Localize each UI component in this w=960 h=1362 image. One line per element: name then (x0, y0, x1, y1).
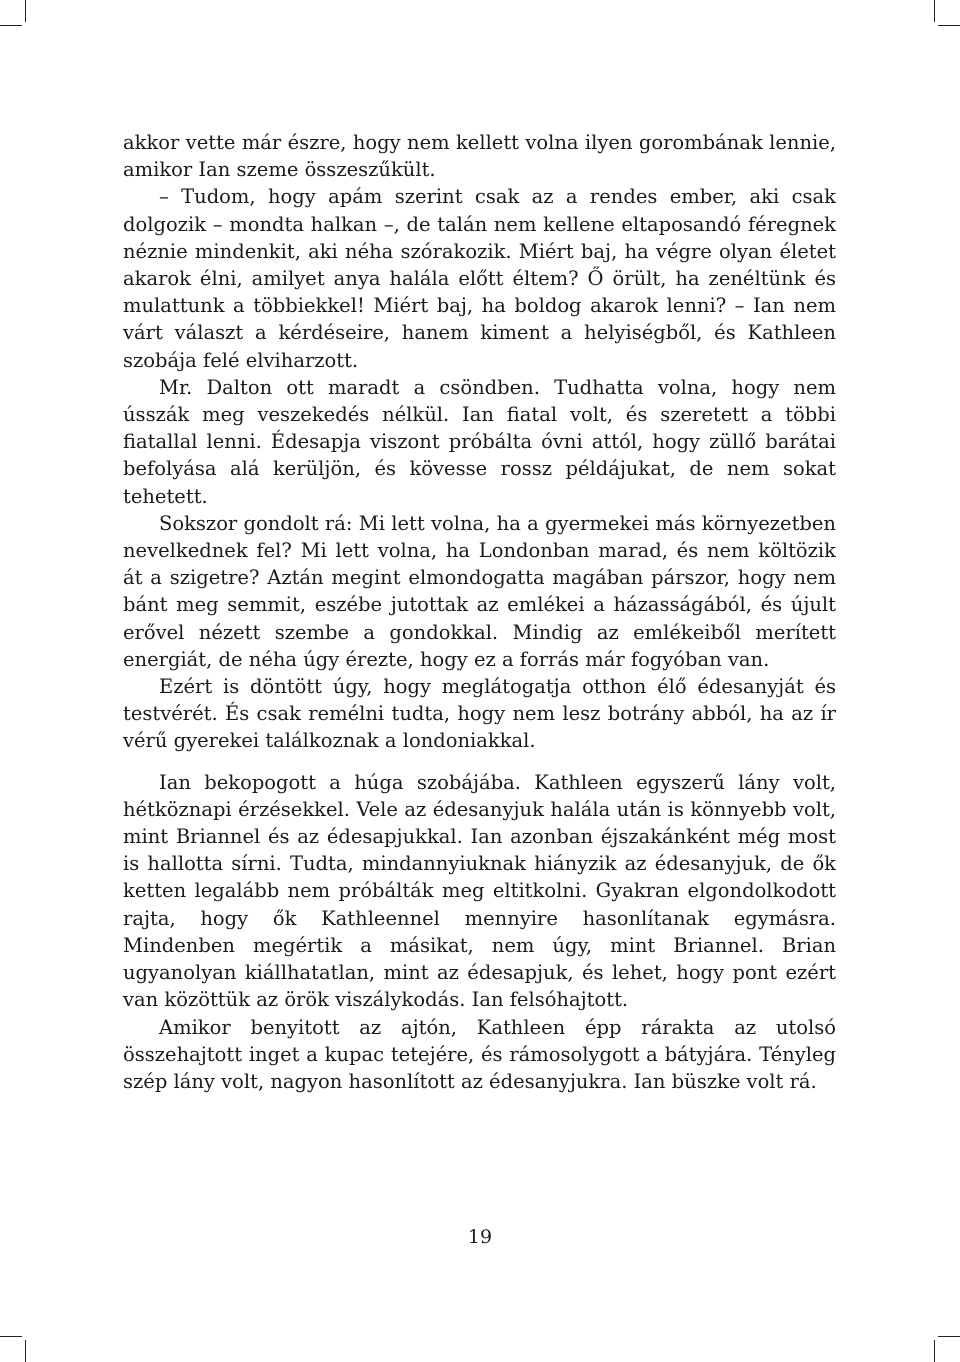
crop-mark-bottom-left-horizontal (0, 1336, 22, 1337)
paragraph-6: Ian bekopogott a húga szobájába. Kathleen egyszerű lány volt, hétköznapi érzésekkel. Vele az édesanyjuk halála után is könnyebb volt, mint Briannel és az édesapjukkal. Ian azonban éjszakánként még most is hallotta sírni. Tudta, mindannyiuknak hiányzik az édesanyjuk, de ők ketten legalább nem próbálták meg eltitkolni. Gyakran elgondolkodott rajta, hogy ők Kathleennel mennyire hasonlítanak egymásra. Mindenben megértik a másikat, nem úgy, mint Briannel. Brian ugyanolyan kiállhatatlan, mint az édesapjuk, és lehet, hogy pont ezért van közöttük az örök viszálykodás. Ian felsóhajtott. (123, 770, 836, 1012)
paragraph-4: Sokszor gondolt rá: Mi lett volna, ha a gyermekei más környezetben nevelkednek fel? Mi lett volna, ha Londonban marad, és nem költözik át a szigetre? Aztán megint elmondogatta magában párszor, hogy nem bánt meg semmit, eszébe jutottak az emlékei a házasságából, és újult erővel nézett szembe a gondokkal. Mindig az emlékeiből merített energiát, de néha úgy érezte, hogy ez a forrás már fogyóban van. (123, 511, 836, 671)
paragraph-2: – Tudom, hogy apám szerint csak az a rendes ember, aki csak dolgozik – mondta halkan –, de talán nem kellene eltaposandó féregnek néznie mindenkit, aki néha szórakozik. Miért baj, ha végre olyan életet akarok élni, amilyet anya halála előtt éltem? Ő örült, ha zenéltünk és mulattunk a többiekkel! Miért baj, ha boldog akarok lenni? – Ian nem várt választ a kérdéseire, hanem kiment a helyiségből, és Kathleen szobája felé elviharzott. (123, 185, 836, 372)
paragraph-5: Ezért is döntött úgy, hogy meglátogatja otthon élő édesanyját és testvérét. És csak remélni tudta, hogy nem lesz botrány abból, ha az ír vérű gyerekei találkoznak a londoniakkal. (123, 675, 836, 753)
page-number: 19 (467, 1226, 493, 1248)
body-text (123, 129, 836, 1095)
crop-mark-top-right-horizontal (938, 25, 960, 26)
crop-mark-bottom-right-horizontal (938, 1336, 960, 1337)
paragraph-3: Mr. Dalton ott maradt a csöndben. Tudhatta volna, hogy nem ússzák meg veszekedés nélkül. Ian fiatal volt, és szeretett a többi fiatallal lenni. Édesapja viszont próbálta óvni attól, hogy züllő barátai befolyása alá kerüljön, és kövesse rossz példájukat, de nem sokat tehetett. (123, 375, 836, 508)
paragraph-7: Amikor benyitott az ajtón, Kathleen épp rárakta az utolsó összehajtott inget a kupac tetejére, és rámosolygott a bátyjára. Tényleg szép lány volt, nagyon hasonlított az édesanyjukra. Ian büszke volt rá. (123, 1015, 836, 1093)
crop-mark-top-left-horizontal (0, 25, 22, 26)
crop-mark-bottom-left-vertical (25, 1340, 26, 1362)
paragraph-1: akkor vette már észre, hogy nem kellett volna ilyen gorombának lennie, amikor Ian szeme összeszűkült. (123, 131, 836, 182)
crop-mark-top-left-vertical (25, 0, 26, 22)
crop-mark-bottom-right-vertical (934, 1340, 935, 1362)
crop-mark-top-right-vertical (934, 0, 935, 22)
